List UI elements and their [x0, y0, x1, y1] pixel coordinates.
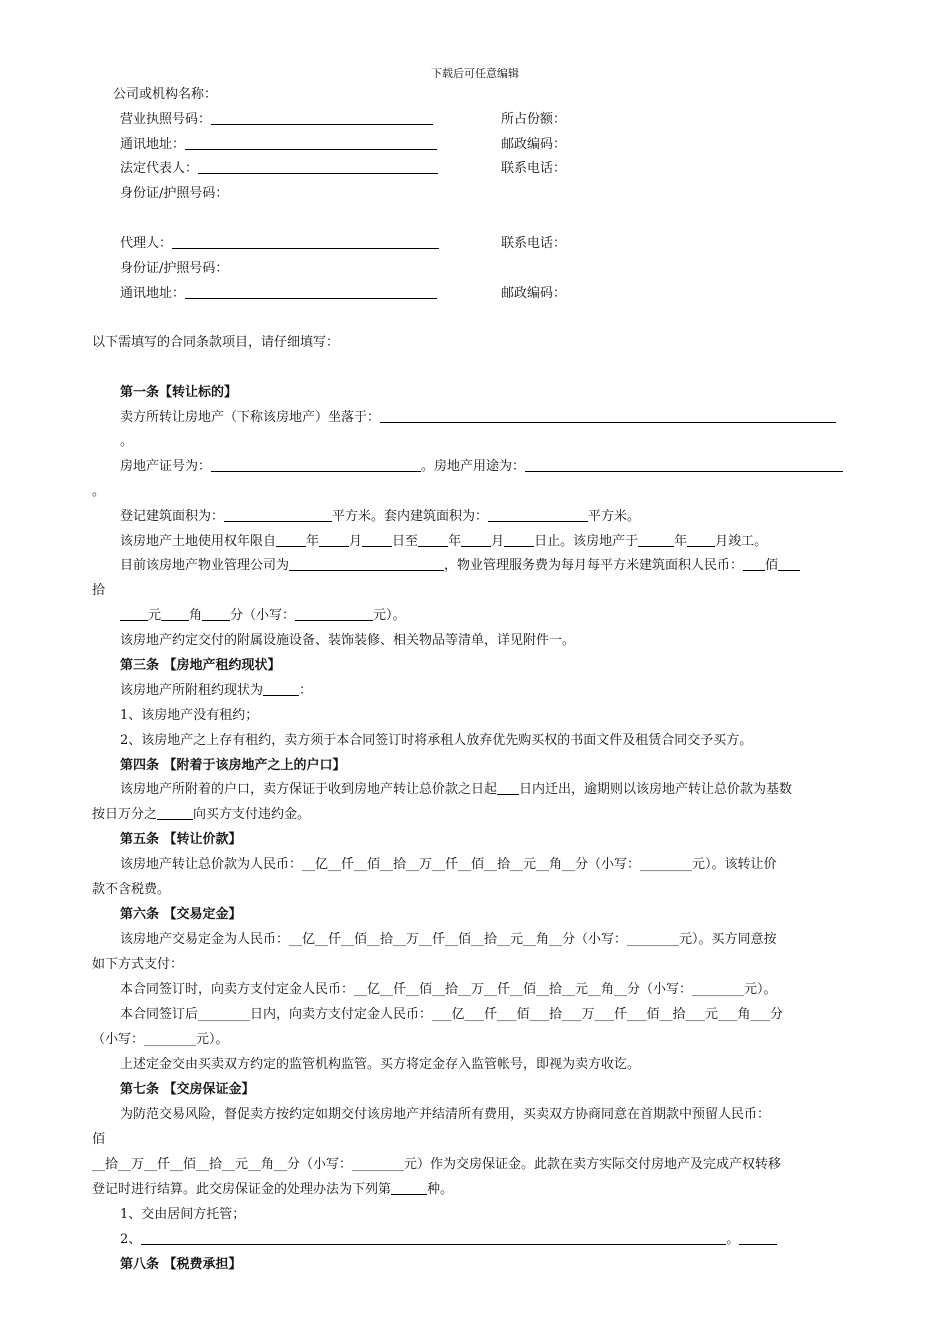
fee-shi-blank[interactable]: [778, 558, 800, 571]
deposit-text-5: （小写：________元）。: [92, 1032, 229, 1047]
price-text-2: 款不含税费。: [92, 882, 171, 897]
guarantee-option-2-label: 2、: [120, 1232, 142, 1247]
agent-row: [120, 236, 439, 252]
mgmt-label: 目前该房地产物业管理公司为: [120, 558, 290, 573]
guarantee-text-4b: 种。: [427, 1182, 454, 1197]
day-end-text: 日止。该房地产于: [534, 534, 639, 549]
article5-title: 第五条 【转让价款】: [120, 832, 242, 847]
area-unit: 平方米。: [588, 509, 641, 524]
article4-title: 第四条 【附着于该房地产之上的户口】: [120, 758, 346, 773]
area-row: [120, 509, 640, 525]
guarantee-option-2-end: 。: [726, 1232, 740, 1247]
article1-title: 第一条【转让标的】: [120, 385, 238, 400]
company-label: 公司或机构名称：: [113, 87, 218, 102]
guarantee-option-1: 1、交由居间方托管；: [120, 1207, 246, 1222]
phone-label: 联系电话：: [501, 161, 567, 176]
agent-blank[interactable]: [172, 236, 439, 249]
hukou-text-1a: 该房地产所附着的户口，卖方保证于收到房地产转让总价款之日起: [120, 782, 498, 797]
legal-rep-row: [120, 161, 438, 177]
hukou-text-1b: 日内迁出，逾期则以该房地产转让总价款为基数: [519, 782, 793, 797]
start-year-blank[interactable]: [276, 534, 306, 547]
id-label: 身份证/护照号码：: [120, 186, 229, 201]
license-row: [120, 112, 433, 128]
lease-status-blank[interactable]: [263, 683, 299, 696]
lease-status-label: 该房地产所附租约现状为: [120, 683, 264, 698]
fee-yuan-blank[interactable]: [120, 608, 148, 621]
agent-postcode-label: 邮政编码：: [501, 286, 567, 301]
agent-phone-label: 联系电话：: [501, 236, 567, 251]
guarantee-text-4a: 登记时进行结算。此交房保证金的处理办法为下列第: [92, 1182, 392, 1197]
agent-id-label: 身份证/护照号码：: [120, 261, 229, 276]
location-label: 卖方所转让房地产（下称该房地产）坐落于：: [120, 410, 381, 425]
month-text: 月: [349, 534, 363, 549]
year-text: 年: [674, 534, 688, 549]
end-month-blank[interactable]: [461, 534, 491, 547]
deposit-text-2: 如下方式支付：: [92, 957, 184, 972]
shi-text: 拾: [92, 583, 106, 598]
end-day-blank[interactable]: [504, 534, 534, 547]
guarantee-text-3: __拾__万__仟__佰__拾__元__角__分（小写：________元）作为交房保证金。此款在卖方实际交付房地产及完成产权转移: [92, 1157, 782, 1172]
article6-title: 第六条 【交易定金】: [120, 907, 242, 922]
agent-label: 代理人：: [120, 236, 173, 251]
hukou-row-2: [92, 807, 310, 823]
jiao-text: 角: [189, 608, 203, 623]
price-text-1: 该房地产转让总价款为人民币：__亿__仟__佰__拾__万__仟__佰__拾__元__角__分（小写：________元）。该转让价: [120, 857, 777, 872]
article8-title: 第八条 【税费承担】: [120, 1257, 242, 1272]
article3-title: 第三条 【房地产租约现状】: [120, 658, 281, 673]
guarantee-option-blank[interactable]: [391, 1182, 427, 1195]
end-year-blank[interactable]: [418, 534, 448, 547]
month-text: 月: [491, 534, 505, 549]
location-period: 。: [120, 434, 134, 449]
cert-label: 房地产证号为：: [120, 459, 212, 474]
colon-text: ：: [299, 683, 313, 698]
intro-text: 以下需填写的合同条款项目，请仔细填写：: [92, 335, 340, 350]
use-blank[interactable]: [525, 459, 843, 472]
year-text: 年: [306, 534, 320, 549]
fee-row: [120, 608, 406, 624]
use-label: 。房地产用途为：: [421, 459, 526, 474]
agent-address-label: 通讯地址：: [120, 286, 186, 301]
article1-location-row: [120, 410, 836, 426]
mgmt-row: [120, 558, 800, 574]
license-blank[interactable]: [211, 112, 433, 125]
inner-area-blank[interactable]: [488, 509, 588, 522]
inner-area-label: 平方米。套内建筑面积为：: [332, 509, 489, 524]
address-blank[interactable]: [185, 137, 437, 150]
area-label: 登记建筑面积为：: [120, 509, 225, 524]
start-day-blank[interactable]: [362, 534, 392, 547]
bai-text: 佰: [765, 558, 779, 573]
lease-status-row: [120, 683, 312, 699]
cert-row: [120, 459, 843, 475]
attachment-text: 该房地产约定交付的附属设施设备、装饰装修、相关物品等清单，详见附件一。: [120, 633, 576, 648]
guarantee-text-1: 为防范交易风险，督促卖方按约定如期交付该房地产并结清所有费用，买卖双方协商同意在首期款中预留人民币：: [120, 1107, 771, 1122]
done-text: 月竣工。: [715, 534, 768, 549]
fee-small-blank[interactable]: [295, 608, 373, 621]
use-period: 。: [92, 484, 106, 499]
deposit-text-6: 上述定金交由买卖双方约定的监管机构监管。买方将定金存入监管帐号，即视为卖方收讫。: [120, 1057, 641, 1072]
yuan-text: 元: [148, 608, 162, 623]
article7-title: 第七条 【交房保证金】: [120, 1082, 255, 1097]
lease-option-2: 2、该房地产之上存有租约，卖方须于本合同签订时将承租人放弃优先购买权的书面文件及租赁合同交予买方。: [120, 733, 753, 748]
hukou-text-2b: 向买方支付违约金。: [193, 807, 311, 822]
location-blank[interactable]: [380, 410, 836, 423]
lease-option-1: 1、该房地产没有租约；: [120, 708, 259, 723]
yuan-close-text: 元）。: [373, 608, 406, 623]
agent-address-row: [120, 286, 437, 302]
guarantee-option-2-tail: [739, 1232, 777, 1245]
year-text: 年: [448, 534, 462, 549]
land-term-label: 该房地产土地使用权年限自: [120, 534, 277, 549]
deposit-text-3: 本合同签订时，向卖方支付定金人民币：__亿__仟__佰__拾__万__仟__佰__拾__元__角__分（小写：________元）。: [120, 982, 777, 997]
start-month-blank[interactable]: [319, 534, 349, 547]
share-label: 所占份额：: [501, 112, 567, 127]
penalty-rate-blank[interactable]: [157, 807, 193, 820]
hukou-text-2a: 按日万分之: [92, 807, 158, 822]
legal-rep-label: 法定代表人：: [120, 161, 199, 176]
guarantee-text-2: 佰: [92, 1132, 106, 1147]
guarantee-text-4-row: [92, 1182, 453, 1198]
address-label: 通讯地址：: [120, 137, 186, 152]
deposit-text-4: 本合同签订后________日内，向卖方支付定金人民币：___亿___仟___佰___拾___万___仟___佰__拾___元___角___分: [120, 1007, 784, 1022]
cert-blank[interactable]: [211, 459, 421, 472]
legal-rep-blank[interactable]: [198, 161, 438, 174]
land-term-row: [120, 534, 767, 550]
mgmt-company-blank[interactable]: [289, 558, 444, 571]
fee-fen-blank[interactable]: [202, 608, 230, 621]
day-to-text: 日至: [392, 534, 419, 549]
deposit-text-1: 该房地产交易定金为人民币：__亿__仟__佰__拾__万__仟__佰__拾__元__角__分（小写：________元）。买方同意按: [120, 932, 777, 947]
hukou-days-blank[interactable]: [497, 782, 519, 795]
license-label: 营业执照号码：: [120, 112, 212, 127]
postcode-label: 邮政编码：: [501, 137, 567, 152]
area-blank[interactable]: [224, 509, 332, 522]
done-year-blank[interactable]: [638, 534, 674, 547]
watermark-text: 下载后可任意编辑: [431, 67, 519, 80]
mgmt-fee-label: ，物业管理服务费为每月每平方米建筑面积人民币：: [444, 558, 744, 573]
hukou-row-1: [120, 782, 792, 798]
done-month-blank[interactable]: [687, 534, 715, 547]
fee-jiao-blank[interactable]: [161, 608, 189, 621]
agent-address-blank[interactable]: [185, 286, 437, 299]
address-row: [120, 137, 437, 153]
fen-text: 分（小写：: [230, 608, 296, 623]
guarantee-option-2-row: [120, 1232, 777, 1248]
guarantee-option-2-blank[interactable]: [141, 1232, 726, 1245]
fee-bai-blank[interactable]: [743, 558, 765, 571]
